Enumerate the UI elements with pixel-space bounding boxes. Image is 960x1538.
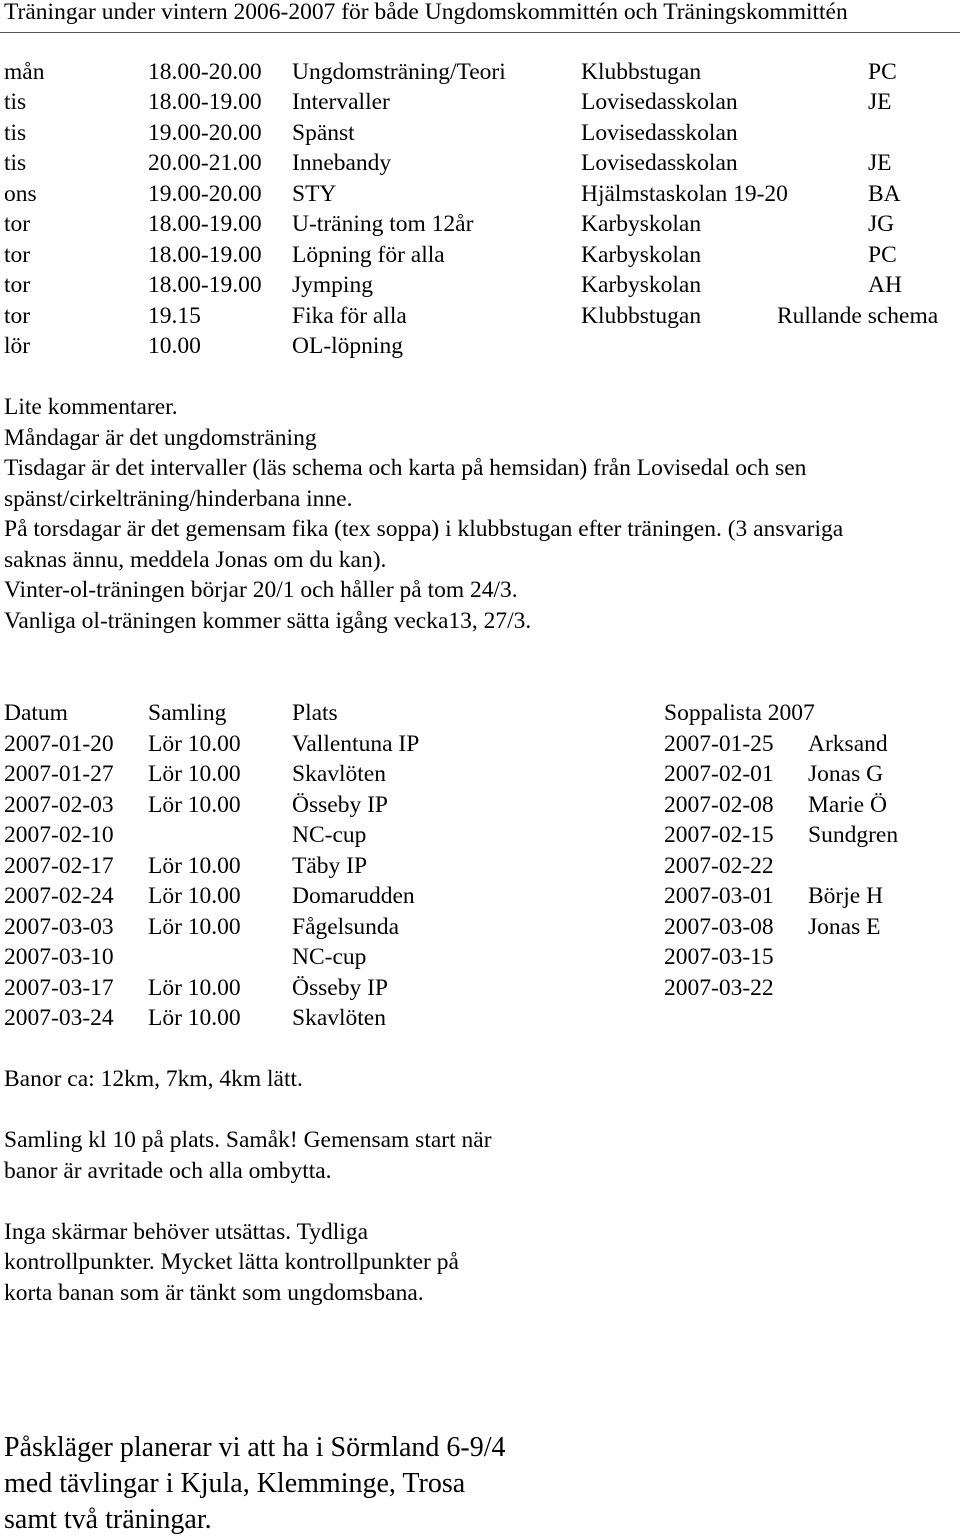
schedule-day: tis <box>4 150 27 176</box>
note-inga-line: kontrollpunkter. Mycket lätta kontrollpunkter på <box>4 1249 459 1275</box>
schedule-time: 18.00-19.00 <box>148 242 262 268</box>
schedule-place: Klubbstugan <box>581 303 702 329</box>
header-samling: Samling <box>148 700 227 726</box>
schedule-place: Karbyskolan <box>581 242 702 268</box>
row-date: 2007-03-03 <box>4 914 114 940</box>
table-header-row <box>0 698 960 728</box>
row-samling: Lör 10.00 <box>148 975 241 1001</box>
comments-heading: Lite kommentarer. <box>4 394 178 420</box>
comment-line: spänst/cirkelträning/hinderbana inne. <box>4 486 353 512</box>
schedule-responsible: AH <box>868 272 902 298</box>
row-samling: Lör 10.00 <box>148 883 241 909</box>
row-plats: NC-cup <box>292 944 367 970</box>
row-plats: Össeby IP <box>292 792 388 818</box>
row-soup-date: 2007-01-25 <box>664 731 774 757</box>
note-inga-line: Inga skärmar behöver utsättas. Tydliga <box>4 1219 369 1245</box>
schedule-place: Lovisedasskolan <box>581 89 738 115</box>
schedule-activity: Fika för alla <box>292 303 407 329</box>
schedule-activity: OL-löpning <box>292 333 403 359</box>
row-date: 2007-01-27 <box>4 761 114 787</box>
table-row <box>0 729 960 759</box>
row-soup-date: 2007-02-22 <box>664 853 774 879</box>
schedule-row <box>0 57 960 87</box>
row-plats: Skavlöten <box>292 761 386 787</box>
schedule-activity: Spänst <box>292 120 355 146</box>
schedule-time: 19.00-20.00 <box>148 120 262 146</box>
schedule-activity: STY <box>292 181 337 207</box>
schedule-day: tis <box>4 89 27 115</box>
schedule-row <box>0 209 960 239</box>
header-plats: Plats <box>292 700 338 726</box>
schedule-day: tor <box>4 242 31 268</box>
footer-line: med tävlingar i Kjula, Klemminge, Trosa <box>4 1468 466 1499</box>
title-underline <box>0 32 960 33</box>
schedule-activity: U-träning tom 12år <box>292 211 474 237</box>
schedule-responsible: Rullande schema <box>777 303 939 329</box>
header-soppalista: Soppalista 2007 <box>664 700 815 726</box>
schedule-place: Klubbstugan <box>581 59 702 85</box>
schedule-place: Karbyskolan <box>581 272 702 298</box>
schedule-place: Karbyskolan <box>581 211 702 237</box>
schedule-responsible: PC <box>868 59 897 85</box>
row-soup-name: Arksand <box>808 731 888 757</box>
row-date: 2007-03-24 <box>4 1005 114 1031</box>
schedule-activity: Innebandy <box>292 150 392 176</box>
schedule-activity: Intervaller <box>292 89 390 115</box>
schedule-row <box>0 331 960 361</box>
row-date: 2007-01-20 <box>4 731 114 757</box>
comment-line: På torsdagar är det gemensam fika (tex soppa) i klubbstugan efter träningen. (3 ansvariga <box>4 516 844 542</box>
row-plats: Skavlöten <box>292 1005 386 1031</box>
row-plats: Össeby IP <box>292 975 388 1001</box>
row-samling: Lör 10.00 <box>148 1005 241 1031</box>
schedule-time: 19.15 <box>148 303 201 329</box>
note-samling-line: banor är avritade och alla ombytta. <box>4 1158 332 1184</box>
schedule-row <box>0 179 960 209</box>
schedule-responsible: BA <box>868 181 901 207</box>
schedule-responsible: JE <box>868 150 892 176</box>
row-samling: Lör 10.00 <box>148 914 241 940</box>
schedule-time: 19.00-20.00 <box>148 181 262 207</box>
schedule-row <box>0 118 960 148</box>
row-samling: Lör 10.00 <box>148 761 241 787</box>
table-row <box>0 820 960 850</box>
schedule-day: tor <box>4 211 31 237</box>
note-inga-line: korta banan som är tänkt som ungdomsbana. <box>4 1280 424 1306</box>
row-soup-date: 2007-03-15 <box>664 944 774 970</box>
schedule-place: Lovisedasskolan <box>581 120 738 146</box>
table-row <box>0 912 960 942</box>
table-row <box>0 790 960 820</box>
footer-line: samt två träningar. <box>4 1504 212 1535</box>
footer-line: Påskläger planerar vi att ha i Sörmland 6-9/4 <box>4 1432 506 1463</box>
schedule-responsible: JG <box>868 211 895 237</box>
schedule-activity: Löpning för alla <box>292 242 445 268</box>
row-soup-date: 2007-03-01 <box>664 883 774 909</box>
schedule-time: 18.00-20.00 <box>148 59 262 85</box>
schedule-row <box>0 148 960 178</box>
row-plats: NC-cup <box>292 822 367 848</box>
table-row <box>0 1003 960 1033</box>
row-soup-name: Jonas E <box>808 914 881 940</box>
schedule-time: 18.00-19.00 <box>148 211 262 237</box>
row-samling: Lör 10.00 <box>148 792 241 818</box>
schedule-row <box>0 87 960 117</box>
row-plats: Fågelsunda <box>292 914 400 940</box>
table-row <box>0 942 960 972</box>
comment-line: saknas ännu, meddela Jonas om du kan). <box>4 547 387 573</box>
comment-line: Vinter-ol-träningen börjar 20/1 och håller på tom 24/3. <box>4 577 518 603</box>
schedule-row <box>0 270 960 300</box>
schedule-responsible: JE <box>868 89 892 115</box>
schedule-day: mån <box>4 59 45 85</box>
schedule-time: 20.00-21.00 <box>148 150 262 176</box>
comment-line: Måndagar är det ungdomsträning <box>4 425 317 451</box>
row-plats: Domarudden <box>292 883 415 909</box>
row-soup-name: Börje H <box>808 883 884 909</box>
row-samling: Lör 10.00 <box>148 731 241 757</box>
schedule-day: ons <box>4 181 37 207</box>
schedule-activity: Jymping <box>292 272 373 298</box>
table-row <box>0 881 960 911</box>
schedule-activity: Ungdomsträning/Teori <box>292 59 506 85</box>
table-row <box>0 973 960 1003</box>
row-date: 2007-02-03 <box>4 792 114 818</box>
row-soup-date: 2007-03-08 <box>664 914 774 940</box>
schedule-day: tis <box>4 120 27 146</box>
row-samling: Lör 10.00 <box>148 853 241 879</box>
row-date: 2007-03-17 <box>4 975 114 1001</box>
schedule-time: 18.00-19.00 <box>148 272 262 298</box>
comment-line: Vanliga ol-träningen kommer sätta igång vecka13, 27/3. <box>4 608 532 634</box>
schedule-day: lör <box>4 333 31 359</box>
schedule-place: Lovisedasskolan <box>581 150 738 176</box>
schedule-day: tor <box>4 272 31 298</box>
row-soup-date: 2007-02-01 <box>664 761 774 787</box>
page-title: Träningar under vintern 2006-2007 för både Ungdomskommittén och Träningskommittén <box>4 0 848 25</box>
row-plats: Vallentuna IP <box>292 731 420 757</box>
row-date: 2007-02-10 <box>4 822 114 848</box>
schedule-place: Hjälmstaskolan 19-20 <box>581 181 788 207</box>
row-soup-date: 2007-02-08 <box>664 792 774 818</box>
row-plats: Täby IP <box>292 853 368 879</box>
schedule-time: 10.00 <box>148 333 201 359</box>
schedule-row <box>0 240 960 270</box>
schedule-day: tor <box>4 303 31 329</box>
row-soup-date: 2007-02-15 <box>664 822 774 848</box>
table-row <box>0 759 960 789</box>
row-date: 2007-02-17 <box>4 853 114 879</box>
schedule-time: 18.00-19.00 <box>148 89 262 115</box>
schedule-row <box>0 301 960 331</box>
row-date: 2007-03-10 <box>4 944 114 970</box>
note-banor: Banor ca: 12km, 7km, 4km lätt. <box>4 1066 303 1092</box>
comment-line: Tisdagar är det intervaller (läs schema och karta på hemsidan) från Lovisedal och sen <box>4 455 807 481</box>
note-samling-line: Samling kl 10 på plats. Samåk! Gemensam start när <box>4 1127 492 1153</box>
table-row <box>0 851 960 881</box>
row-date: 2007-02-24 <box>4 883 114 909</box>
row-soup-date: 2007-03-22 <box>664 975 774 1001</box>
header-datum: Datum <box>4 700 68 726</box>
row-soup-name: Jonas G <box>808 761 884 787</box>
row-soup-name: Sundgren <box>808 822 899 848</box>
row-soup-name: Marie Ö <box>808 792 887 818</box>
schedule-responsible: PC <box>868 242 897 268</box>
